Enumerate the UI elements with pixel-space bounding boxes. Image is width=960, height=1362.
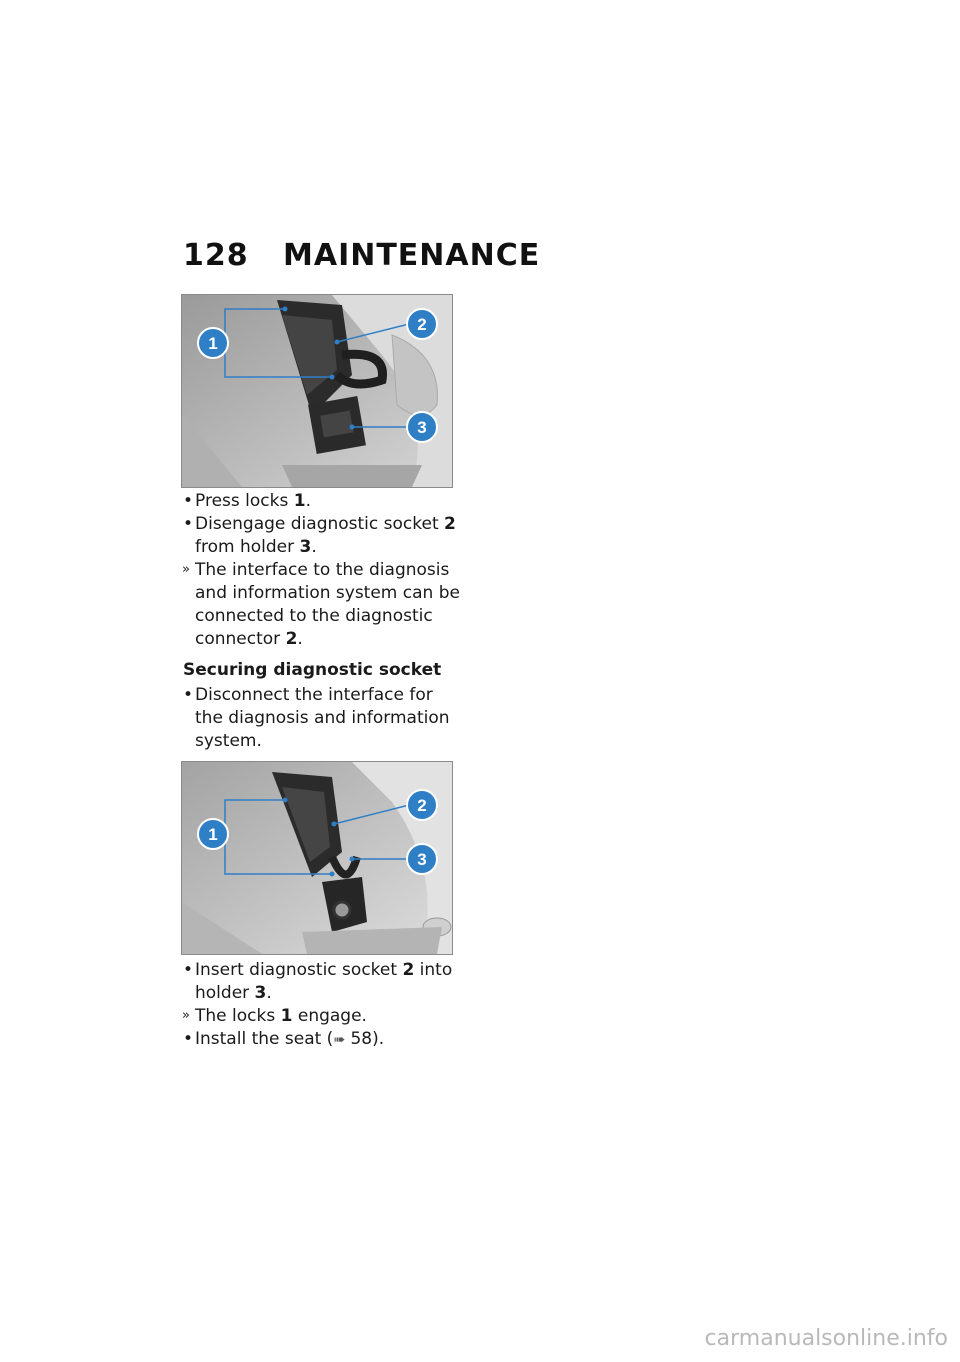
section-title: MAINTENANCE: [283, 238, 541, 273]
callout-3-badge: [407, 844, 437, 874]
page-header: [183, 238, 540, 273]
svg-text:1: 1: [208, 825, 218, 844]
callout-2-badge: [407, 790, 437, 820]
result-item: » The locks 1 engage.: [182, 1006, 367, 1026]
subheading: Securing diagnostic socket: [183, 660, 442, 680]
callout-1-badge: [198, 328, 228, 358]
figure-2-illustration: [182, 762, 452, 954]
svg-text:3: 3: [417, 418, 427, 437]
instructions-block-1: [183, 490, 463, 753]
bullet-mark: •: [183, 514, 194, 534]
svg-text:1: 1: [208, 334, 218, 353]
list-item: • Insert diagnostic socket 2 into holder 3.: [183, 960, 453, 1003]
svg-text:3: 3: [417, 850, 427, 869]
list-item: • Press locks 1.: [183, 491, 311, 511]
list-item: • Disengage diagnostic socket 2 from holder 3.: [183, 514, 456, 557]
callout-2-badge: [407, 309, 437, 339]
callout-1-badge: [198, 819, 228, 849]
svg-text:2: 2: [417, 315, 427, 334]
bullet-mark: •: [183, 1029, 194, 1049]
figure-diagnostic-socket-unlocked: [181, 294, 453, 488]
page-reference-arrow-icon: ➠: [333, 1032, 346, 1048]
figure-1-illustration: [182, 295, 452, 487]
result-mark: »: [182, 562, 190, 577]
bullet-mark: •: [183, 491, 194, 511]
svg-text:2: 2: [417, 796, 427, 815]
figure-diagnostic-socket-secured: [181, 761, 453, 955]
bullet-mark: •: [183, 685, 194, 705]
watermark: carmanualsonline.info: [704, 1326, 948, 1351]
callout-3-badge: [407, 412, 437, 442]
list-item: • Disconnect the interface for the diagnosis and information system.: [183, 685, 450, 751]
list-item: • Install the seat (➠ 58).: [183, 1029, 385, 1049]
bullet-mark: •: [183, 960, 194, 980]
page-reference-link[interactable]: 58: [350, 1029, 373, 1049]
result-item: » The interface to the diagnosis and information system can be connected to the diagnostic connector 2.: [182, 560, 460, 649]
result-mark: »: [182, 1008, 190, 1023]
instructions-block-2: [183, 959, 463, 1052]
page-number: 128: [183, 238, 249, 273]
